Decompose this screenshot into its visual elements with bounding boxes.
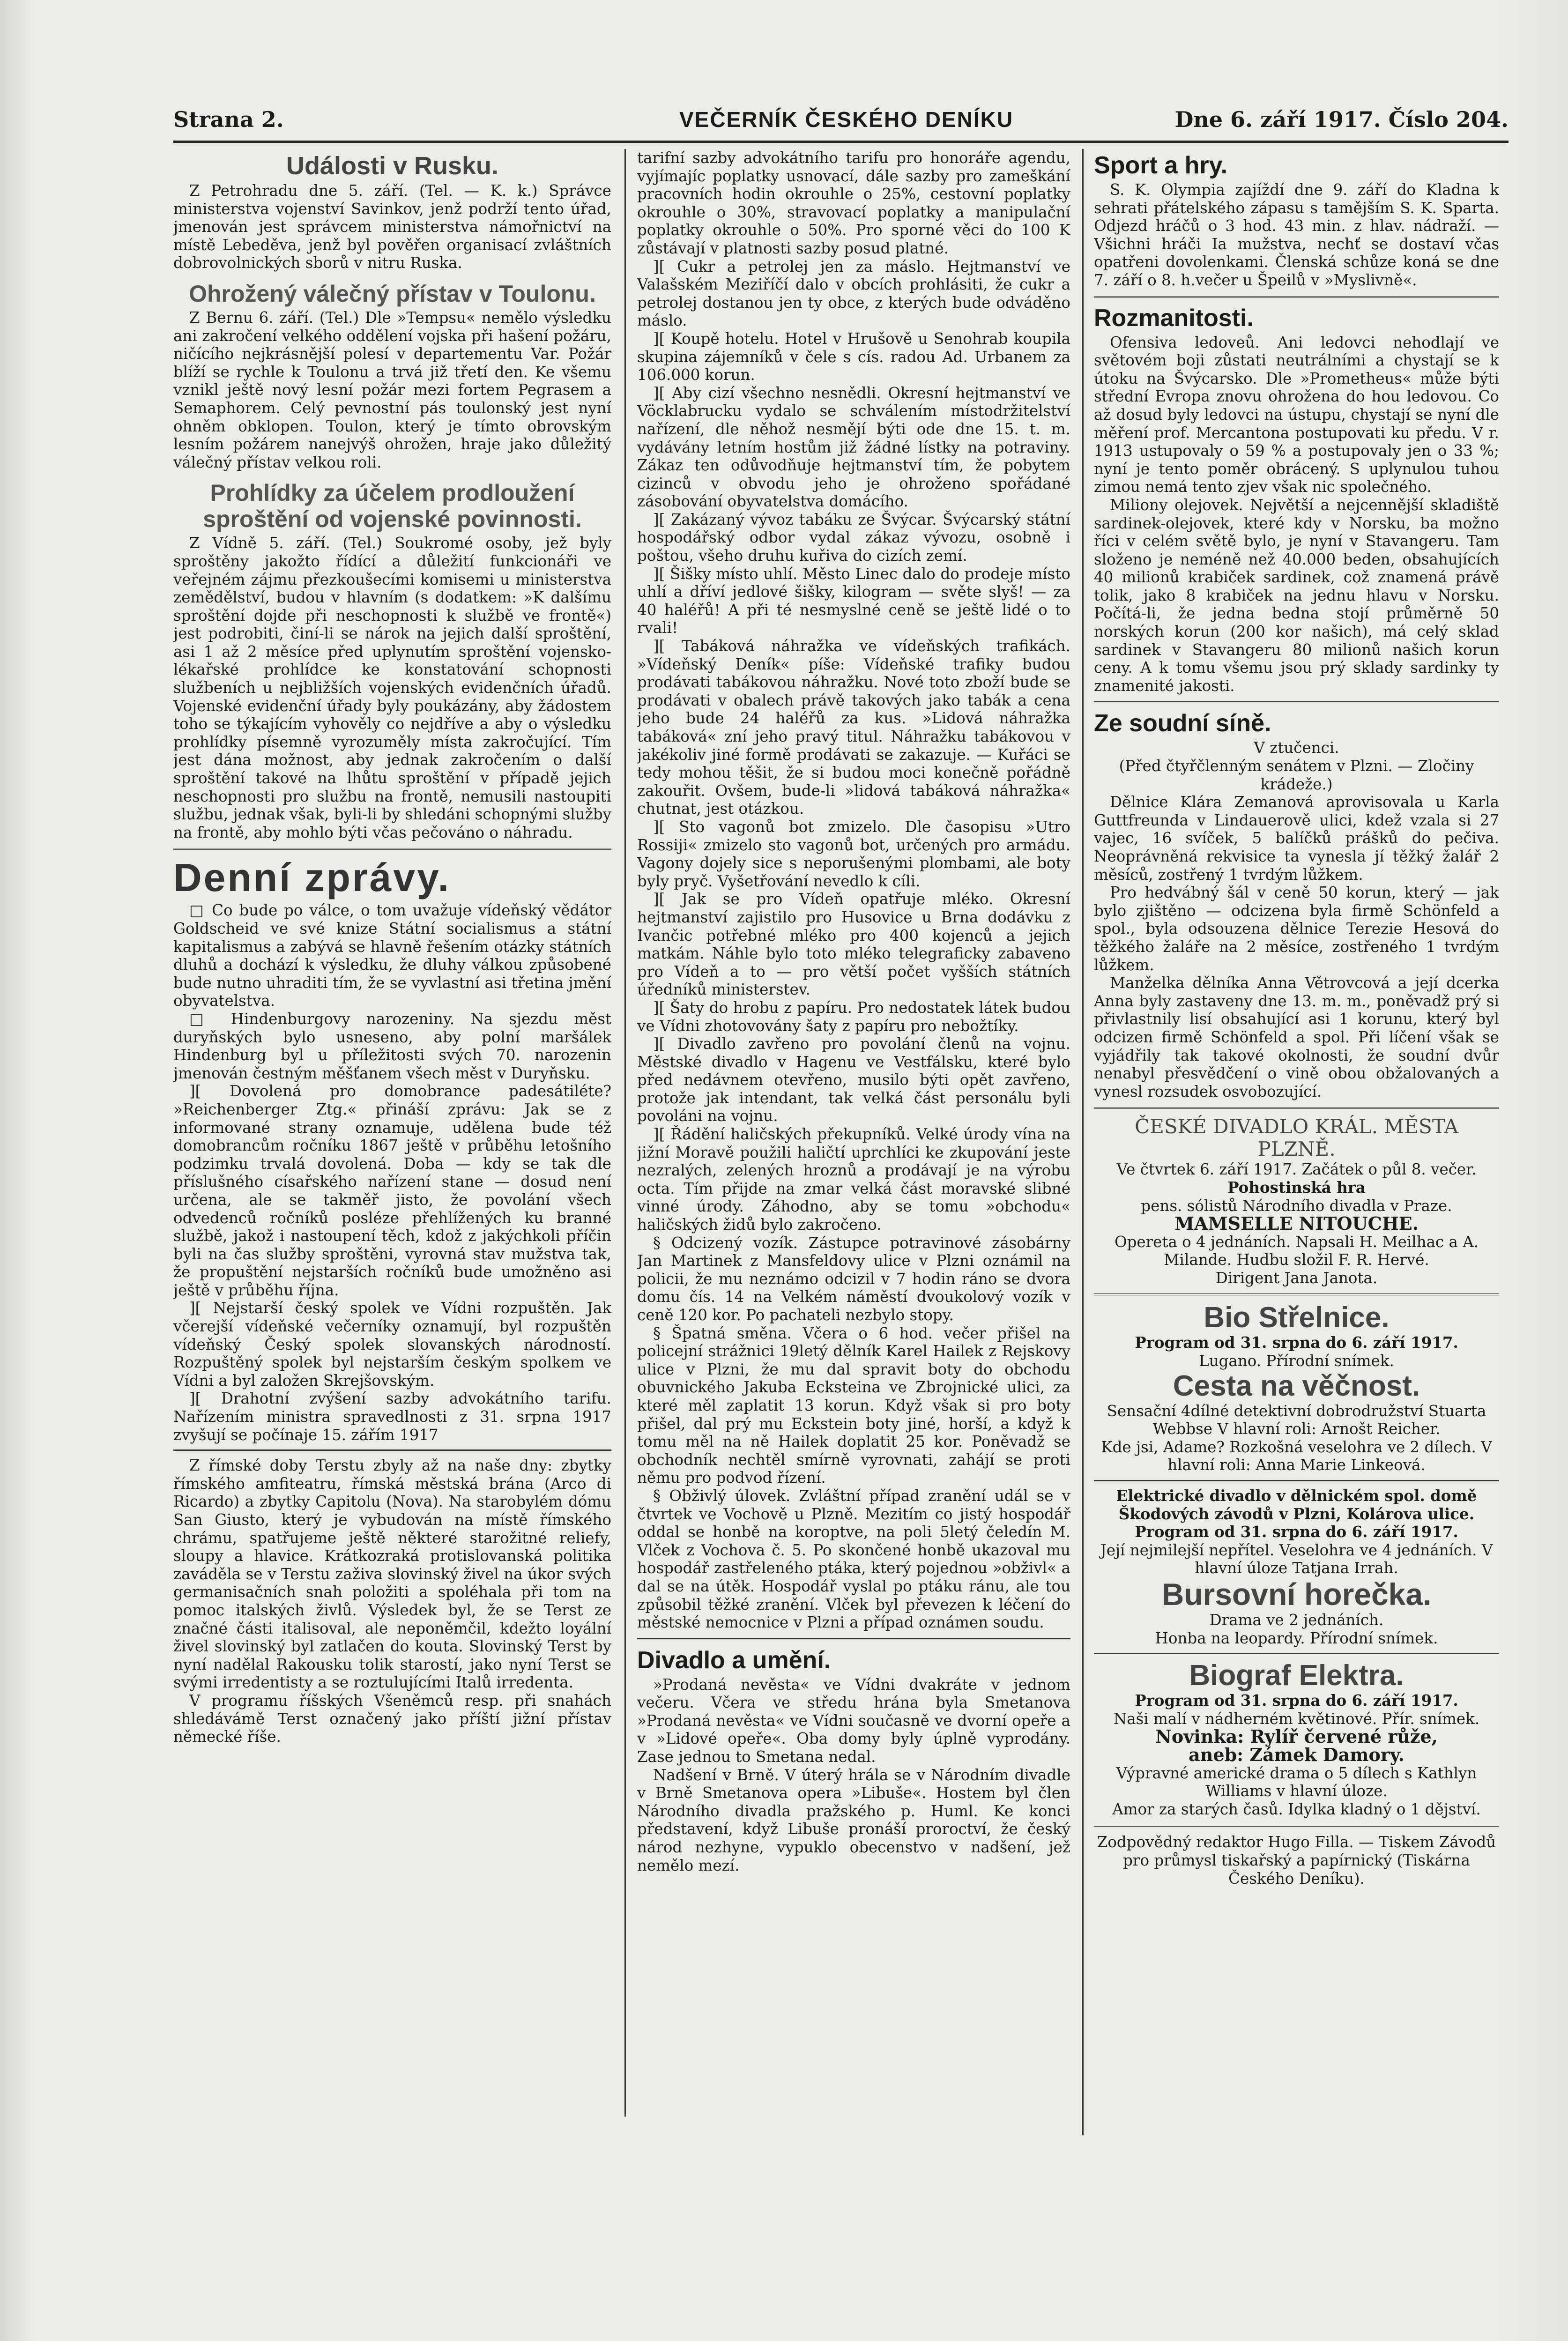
- headline-denni-zpravy: Denní zprávy.: [173, 855, 451, 900]
- news-item: ][ Sto vagonů bot zmizelo. Dle časopisu »Utro Rossiji« zmizelo sto vagonů bot, určených pro armádu. Vagony dojely sice s neporušenými plombami, ale boty byly pryč. Vyšetřování nevedlo k cíli.: [637, 817, 1070, 890]
- news-item: ][ Divadlo zavřeno pro povolání členů na vojnu. Městské divadlo v Hagenu ve Vestfálsku, které bylo před nedávnem otevřeno, musilo býti opět zavřeno, protože jak intendant, tak velká část personálu byli povoláni na vojnu.: [637, 1035, 1070, 1125]
- ad-line: Opereta o 4 jednáních. Napsali H. Meilhac a A. Milande. Hudbu složil F. R. Hervé.: [1114, 1233, 1479, 1269]
- ad-line: Její nejmilejší nepřítel. Veselohra ve 4 jednáních. V hlavní úloze Tatjana Irrah.: [1100, 1541, 1493, 1577]
- news-item: ][ Jak se pro Vídeň opatřuje mléko. Okresní hejtmanství zajistilo pro Husovice u Brna dodávku z Ivančic potřebné mléko pro 400 kojenců a jejich matkám. Náhle bylo toto mléko telegraficky zabaveno pro Vídeň a to — pro větší počet vyšších státních úředníků ministerstev.: [637, 890, 1070, 999]
- news-item: § Obživlý úlovek. Zvláštní případ zranění udál se v čtvrtek ve Vochově u Plzně. Mezitím co jistý hospodář oddal se honbě na koroptve, na poli 5letý čeledín M. Vlček z Vochova č. 5. Po skončené honbě ukazoval mu hospodář zastřeleného ptáka, který pojednou »obživl« a dal se na útěk. Hospodář vyslal po ptáku ránu, ale tou způsobil těžké zranění. Vlček byl převezen k léčení do městské nemocnice v Plzni a případ oznámen soudu.: [637, 1486, 1070, 1632]
- news-item: ][ Nejstarší český spolek ve Vídni rozpuštěn. Jak včerejší vídeňské večerníky oznamují, byl rozpuštěn vídeňský Český spolek slovanských národností. Rozpuštěný spolek byl nejstarším českým spolkem ve Vídni a byl založen Skrejšovským.: [173, 1299, 611, 1390]
- ad-program: Program od 31. srpna do 6. září 1917.: [1135, 1691, 1458, 1710]
- headline-divadlo: Divadlo a umění.: [637, 1646, 831, 1674]
- article-text: S. K. Olympia zajíždí dne 9. září do Kladna k sehrati přátelského zápasu s tamějším S. K. Sparta. Odjezd hráčů o 3 hod. 43 min. z hlav. nádraží. — Všichni hráči Ia mužstva, nechť se dostaví včas opatřeni dovolenkami. Členská schůze koná se dne 7. září o 8. h.večer u Špeilů v »Myslivně«.: [1094, 181, 1499, 289]
- ad-line: Dirigent Jana Janota.: [1215, 1269, 1378, 1287]
- section-divider: [1094, 1293, 1499, 1295]
- ad-line: pens. sólistů Národního divadla v Praze.: [1141, 1197, 1452, 1215]
- masthead-title: VEČERNÍK ČESKÉHO DENÍKU: [679, 107, 1014, 132]
- ad-line: Výpravné americké drama o 5 dílech s Kathlyn Williams v hlavní úloze.: [1116, 1764, 1477, 1800]
- article-text: Dělnice Klára Zemanová aprovisovala u Karla Guttfreunda v Lindauerově ulici, kdež vzala si 27 vajec, 16 svíček, 5 balíčků prášků do pečiva. Neoprávněná rekvisice ta vynesla jí těžký žalář 2 měsíců, zostřený 1 tvrdým lůžkem.: [1094, 793, 1499, 884]
- article-text: V programu říšských Všeněmců resp. při snahách shledávámě Terst označený jako příští jižní přístav německé říše.: [173, 1691, 611, 1746]
- issue-date: Dne 6. září 1917. Číslo 204.: [1174, 107, 1509, 132]
- section-divider: [173, 848, 611, 850]
- ad-line: aneb: Zámek Damory.: [1189, 1744, 1405, 1765]
- article-text: Z Bernu 6. září. (Tel.) Dle »Tempsu« nemělo výsledku ani zakročení velkého oddělení vojska při hašení požáru, ničícího nejkrásnější polesí v departementu Var. Požár blíží se rychle k Toulonu a trvá již třetí den. Ke všemu vznikl ještě nový lesní požár mezi fortem Pegrasem a Semaphorem. Celý pevnostní pás toulonský jest nyní ohněm obklopen. Toulon, který je tímto obrovským lesním požárem nanejvýš ohrožen, hraje jako důležitý válečný přístav velkou roli.: [173, 308, 611, 471]
- court-note: (Před čtyřčlenným senátem v Plzni. — Zločiny krádeže.): [1119, 757, 1474, 793]
- news-item: § Špatná směna. Včera o 6 hod. večer přišel na policejní strážnici 19letý dělník Karel Hailek z Rejskovy ulice v Plzni, že mu dal spravit boty do obchodu obuvnického Jakuba Ecksteina ve Zbrojnické ulici, za které měl zaplatit 13 korun. Když však si pro boty přišel, dal prý mu Eckstein boty jiné, horší, a když k tomu měl na ně Hailek doplatit 25 kor. Poněvadž se obchodník nechtěl smírně vyrovnati, zahájí se proti němu pro podvod řízení.: [637, 1324, 1070, 1487]
- headline-soud: Ze soudní síně.: [1094, 710, 1271, 737]
- ad-line: Naši malí v nádherném květinové. Přír. snímek.: [1113, 1709, 1480, 1728]
- ad-line: Novinka: Rylíř červené růže,: [1155, 1726, 1438, 1747]
- ad-line: Kde jsi, Adame? Rozkošná veselohra ve 2 dílech. V hlavní roli: Anna Marie Linkeová.: [1101, 1438, 1492, 1474]
- page-header: [173, 107, 1509, 135]
- ad-line: MAMSELLE NITOUCHE.: [1174, 1213, 1419, 1234]
- ad-line: Ve čtvrtek 6. září 1917. Začátek o půl 8. večer.: [1116, 1160, 1477, 1179]
- ad-cinema-title: Bio Střelnice.: [1204, 1301, 1390, 1334]
- column-3: [1094, 149, 1499, 2131]
- impressum: Zodpovědný redaktor Hugo Filla. — Tiskem Závodů pro průmysl tiskařský a papírnický (Tiskárna Českého Deníku).: [1097, 1833, 1496, 1888]
- news-item: ][ Koupě hotelu. Hotel v Hrušově u Senohrab koupila skupina zájemníků v čele s cís. radou Ad. Urbanem za 106.000 korun.: [637, 329, 1070, 384]
- column-rule: [1082, 149, 1084, 2135]
- news-item: ][ Tabáková náhražka ve vídeňských trafikách. »Vídeňský Deník« píše: Vídeňské trafiky budou prodávati tabákovou náhražku. Nové toto zboží bude se prodávati v obalech právě takových jako tabák a cena jeho bude 24 haléřů za kus. »Lidová náhražka tabáková« zní jeho pravý titul. Náhražku tabákovou v jakékoliv jiné formě prodávati se zakazuje. — Kuřáci se tedy mohou těšit, že si budou moci konečně pořádně zakouřit. Ovšem, bude-li »lidová tabáková náhražka« chutnat, jest otázkou.: [637, 637, 1070, 818]
- section-divider: [1094, 1107, 1499, 1109]
- article-text: Z Petrohradu dne 5. září. (Tel. — K. k.) Správce ministerstva vojenství Savinkov, jenž podrží tento úřad, jmenován jest správcem ministerstva námořnictví na místě Lebeděva, jenž byl pověřen organisací zvláštních dobrovolnických sborů v nitru Ruska.: [173, 182, 611, 272]
- article-continuation: tarifní sazby advokátního tarifu pro honoráře agendu, vyjímajíc poplatky usnovací, dále sazby pro zameškání pracovních hodin okrouhle o 25%, cestovní poplatky okrouhle o 30%, stravovací poplatky a manipulační poplatky okrouhle o 50%. Pro sporné věci do 100 K zůstávají v platnosti sazby posud platné.: [637, 149, 1070, 257]
- article-text: Z Vídně 5. září. (Tel.) Soukromé osoby, jež byly sproštěny jakožto řídící a důležití funkcionáři ve veřejném zájmu přezkoušecími komisemi u ministerstva zemědělství, budou v hlavním (s dodatkem: »K dalšímu sproštění dojde při neschopnosti k službě ve frontě«) jest podrobiti, činí-li se nárok na jejich další sproštění, asi 1 až 2 měsíce před uplynutím sproštění vojensko-lékařské prohlídce ke konstatování schopnosti službeních u nejbližších vojenských evidenčních úřadů. Vojenské evidenční úřady byly poukázány, aby žádostem toho se týkajícím vyhověly co nejdříve a aby o výsledku prohlídky písemně vyrozuměly místa zakročující. Tím jest dána možnost, aby jednak zakročením o další sproštění takové na lhůtu sproštění v případě jejich neschopnosti pro službu na frontě, nemusili nastoupiti službu, jednak však, byli-li by shledáni schopnými služby na frontě, aby mohlo býti včas pečováno o náhradu.: [173, 534, 611, 841]
- ad-feature-title: Cesta na věčnost.: [1173, 1369, 1420, 1402]
- ad-theatre-title: ČESKÉ DIVADLO KRÁL. MĚSTA PLZNĚ.: [1135, 1115, 1458, 1161]
- news-item: ][ Drahotní zvýšení sazby advokátního tarifu. Nařízením ministra spravedlnosti z 31. srpna 1917 zvyšují se počínaje 15. zářím 1917: [173, 1390, 611, 1444]
- header-rule: [173, 141, 1509, 143]
- ad-line: Honba na leopardy. Přírodní snímek.: [1155, 1629, 1438, 1647]
- news-item: § Odcizený vozík. Zástupce potravinové zásobárny Jan Martinek z Mansfeldovy ulice v Plzni oznámil na policii, že mu neznámo odcizil v 7 hodin ráno se dvora domu čís. 14 na Velkém náměstí dvoukolový vozík v ceně 120 kor. Po pachateli nezbylo stopy.: [637, 1234, 1070, 1324]
- news-item: ][ Řádění haličských překupníků. Velké úrody vína na jižní Moravě použili haličtí uprchlíci ke zkupování jeste nezralých, zelených hroznů a prodávají je na výrobu octa. Tím přijde na zmar velká část moravské slibné vinné úrody. Záhodno, aby se tomu »obchodu« haličských židů bylo zakročeno.: [637, 1125, 1070, 1234]
- headline-rusko: Události v Rusku.: [286, 152, 499, 180]
- section-divider: [1094, 701, 1499, 703]
- article-text: Manželka dělníka Anna Větrovcová a její dcerka Anna byly zastaveny dne 13. m. m., poněvadž prý si přivlastnily lisí obsahující asi 1 korunu, který byl odcizen firmě Schönfeld a spol. Při líčení však se vyjádřily tak takové okolnosti, že soudní dvůr nenabyl přesvědčení o vině obou obžalovaných a vynesl rozsudek osvobozující.: [1094, 974, 1499, 1100]
- news-item: ][ Šišky místo uhlí. Město Linec dalo do prodeje místo uhlí a dříví jedlové šišky, kilogram — světe slyš! — za 40 haléřů! A při té nesmyslné ceně se ještě lidé o to rvali!: [637, 565, 1070, 637]
- section-divider: [1094, 1825, 1499, 1827]
- ad-line: Lugano. Přírodní snímek.: [1199, 1352, 1394, 1370]
- news-item: ][ Zakázaný vývoz tabáku ze Švýcar. Švýcarský státní hospodářský odbor vydal zákaz vývozu, osobně i poštou, všeho druhu kuřiva do cizích zemí.: [637, 510, 1070, 565]
- ad-feature-title: Bursovní horečka.: [1161, 1577, 1432, 1612]
- ad-line: Pohostinská hra: [1227, 1178, 1366, 1197]
- headline-toulon: Ohrožený válečný přístav v Toulonu.: [189, 280, 596, 307]
- news-item: ][ Cukr a petrolej jen za máslo. Hejtmanství ve Valašském Meziříčí dalo v obcích prohlásiti, že cukr a petrolej dostanou jen ty obce, z kterých bude odváděno máslo.: [637, 257, 1070, 330]
- ad-line: Sensační 4dílné detektivní dobrodružství Stuarta Webbse V hlavní roli: Arnošt Reicher.: [1107, 1402, 1486, 1438]
- page-edge-left: [0, 0, 33, 2341]
- divider: [1094, 1653, 1499, 1654]
- page-edge-right: [1498, 0, 1568, 2341]
- news-item: Nadšení v Brně. V úterý hrála se v Národním divadle v Brně Smetanova opera »Libuše«. Hostem byl člen Národního divadla pražského p. Huml. Ke konci představení, když Libuše pronáší proroctví, že český národ nezhyne, vypuklo obecenstvo v nadšení, jež nemělo mezí.: [637, 1766, 1070, 1874]
- article-text: Pro hedvábný šál v ceně 50 korun, který — jak bylo zjištěno — odcizena byla firmě Schönfeld a spol., byla odsouzena dělnice Terezie Hesová do těžkého žaláře na 2 měsíce, zostřeného 1 tvrdým lůžkem.: [1094, 884, 1499, 974]
- ad-cinema-title: Biograf Elektra.: [1189, 1659, 1404, 1692]
- column-1: [173, 149, 611, 2117]
- news-item: ][ Aby cizí všechno nesnědli. Okresní hejtmanství ve Vöcklabrucku vydalo se schválením místodržitelství nařízení, dle něhož nesmějí býti ode dne 15. t. m. vydávány letním hostům již žádné lístky na potraviny. Zákaz ten odůvodňuje hejtmanství tím, že pobytem cizinců v obvodu jeho je ohroženo spořádané zásobování obyvatelstva domácího.: [637, 384, 1070, 511]
- ad-line: Drama ve 2 jednáních.: [1209, 1611, 1384, 1629]
- headline-prohlidky: Prohlídky za účelem prodloužení sproštění od vojenské povinnosti.: [203, 480, 582, 533]
- news-item: Miliony olejovek. Největší a nejcennější skladiště sardinek-olejovek, které kdy v Norsku, ba možno říci v celém světě bylo, je nyní v Stavangeru. Tam složeno je neméně než 40.000 beden, obsahujících 40 milionů krabiček sardinek, což znamená právě tolik, jako 8 krabiček na jednu hlavu v Norsku. Počítá-li, že jedna bedna stojí průměrně 50 norských korun (200 kor našich), má celý sklad sardinek v Stavangeru 80 milionů našich korun ceny. A k tomu všemu jsou prý sklady sardinky ty znamenité jakosti.: [1094, 496, 1499, 695]
- news-item: ][ Dovolená pro domobrance padesátiléte? »Reichenberger Ztg.« přináší zprávu: Jak se z informované strany oznamuje, udělena bude též domobrancům ročníku 1867 ještě v průběhu letošního podzimku trvalá dovolená. Doba — kdy se tak dle příslušného císařského nařízení stane — dosud není určena, ale se takměř jisto, že povolání všech odvedenců ročníků posléze přehlížených ku branné službě, jakož i nastoupení těch, kdož z jakýchkoli příčin byli na čas služby sproštěni, vyrovná stav mužstva tak, že propuštění nejstarších ročníků bude umožněno asi ještě v průběhu října.: [173, 1082, 611, 1299]
- news-item: □ Co bude po válce, o tom uvažuje vídeňský vědátor Goldscheid ve své knize Státní socialismus a státní kapitalismus a zabývá se hlavně řešením otázky státních dluhů a dochází k výsledku, že dluhy válkou způsobené bude nutno uhraditi tím, že se vyvlastní asi třetina jmění obyvatelstva.: [173, 901, 611, 1010]
- page-number: Strana 2.: [173, 107, 284, 132]
- column-2: [637, 149, 1070, 2135]
- column-rule: [624, 149, 626, 2117]
- section-divider: [637, 1638, 1070, 1640]
- ad-cinema-title: Elektrické divadlo v dělnickém spol. domě Škodových závodů v Plzni, Kolárova ulice.: [1116, 1486, 1477, 1523]
- subheading: V ztučenci.: [1254, 739, 1339, 757]
- ad-program: Program od 31. srpna do 6. září 1917.: [1135, 1333, 1458, 1352]
- divider: [173, 1449, 611, 1451]
- ad-line: Amor za starých časů. Idylka kladný o 1 dějství.: [1112, 1800, 1481, 1818]
- divider: [1094, 1480, 1499, 1481]
- news-item: »Prodaná nevěsta« ve Vídni dvakráte v jednom večeru. Včera ve středu hrána byla Smetanova »Prodaná nevěsta« ve Vídni současně ve dvorní opeře a v »Lidové opeře«. Oba domy byly úplně vyprodány. Zase jednou to Smetana nedal.: [637, 1675, 1070, 1766]
- section-divider: [1094, 296, 1499, 298]
- headline-rozmanitosti: Rozmanitosti.: [1094, 304, 1254, 332]
- news-item: ][ Šaty do hrobu z papíru. Pro nedostatek látek budou ve Vídni zhotovovány šaty z papíru pro nebožtíky.: [637, 998, 1070, 1035]
- ad-program: Program od 31. srpna do 6. září 1917.: [1135, 1523, 1458, 1541]
- article-text: Z římské doby Terstu zbyly až na naše dny: zbytky římského amfiteatru, římská městská brána (Arco di Ricardo) a zbytky Capitolu (Nova). Na starobylém dómu San Giusto, který je vybudován na místě římského chrámu, spatřujeme ještě některé starožitné reliefy, sloupy a hlavice. Krátkozraká protislovanská politika zaváděla se v Terstu zaživa slovinský živel na úkor svých germanisačních snah položiti a spoléhala při tom na pomoc italských živlů. Výsledek byl, že se Terst ze značné části italisoval, ale neponěmčil, kdežto loyální živel slovinský byl zatlačen do kouta. Slovinský Terst by nyní nadělal Rakousku tolik starostí, jako nyní Terst se svými irredentisty a se roztulujícími Italů irredenta.: [173, 1457, 611, 1692]
- news-item: □ Hindenburgovy narozeniny. Na sjezdu měst duryňských bylo usneseno, aby polní maršálek Hindenburg byl u příležitosti svých 70. narozenin jmenován čestným měšťanem všech měst v Duryňsku.: [173, 1010, 611, 1082]
- news-item: Ofensiva ledoveů. Ani ledovci nehodlají ve světovém boji zůstati neutrálními a chystají se k útoku na Švýcarsko. Dle »Prometheus« může býti střední Evropa znovu ohrožena do hou ledovou. Co až dosud byly ledovci na ústupu, chystají se nyní dle měření prof. Mercantona postupovati ku předu. V r. 1913 ustupovaly o 59 % a postupovaly jen o 33 %; nyní je tento poměr obrácený. S uplynulou tuhou zimou nemá tento zjev však nic společného.: [1094, 333, 1499, 496]
- headline-sport: Sport a hry.: [1094, 152, 1228, 179]
